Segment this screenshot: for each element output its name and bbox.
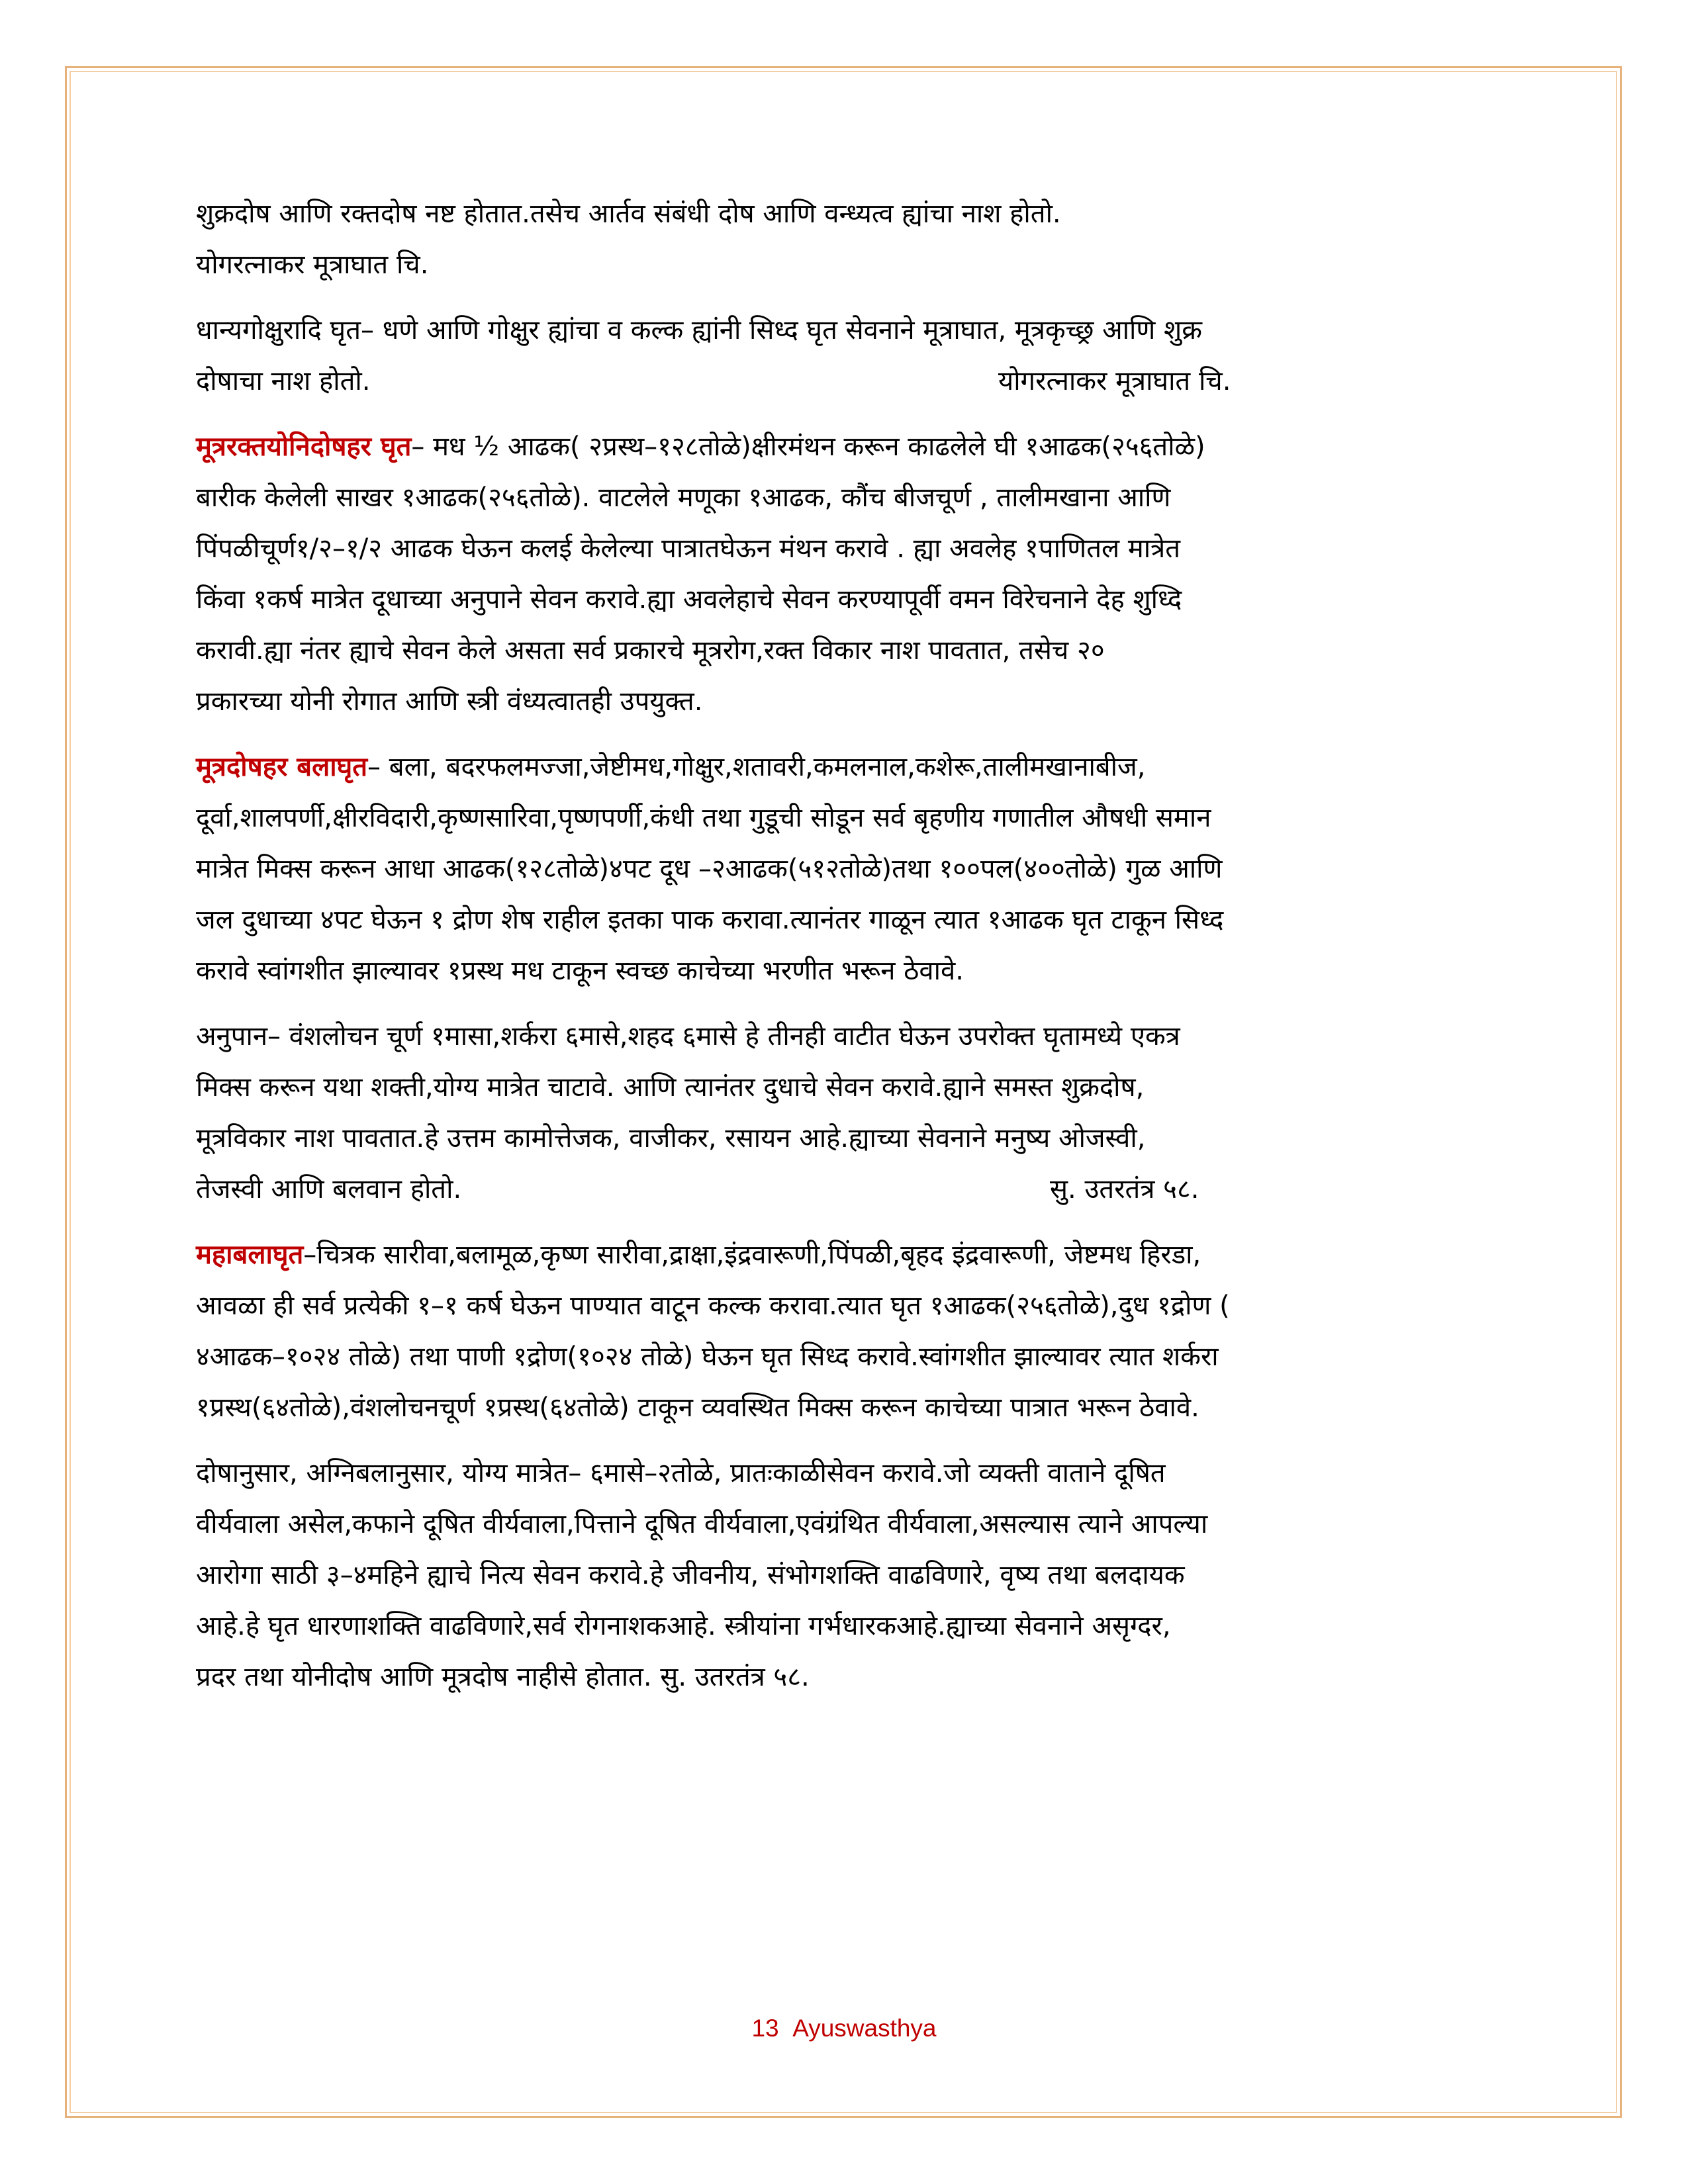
text-line: दोषानुसार, अग्निबलानुसार, योग्य मात्रेत– ६मासे–२तोळे, प्रातःकाळीसेवन करावे.जो व्यक्ती वाताने दूषित <box>196 1458 1166 1488</box>
text-line: प्रदर तथा योनीदोष आणि मूत्रदोष नाहीसे होतात. सु. उतरतंत्र ५८. <box>196 1662 810 1692</box>
text-line: धान्यगोक्षुरादि घृत– धणे आणि गोक्षुर ह्यांचा व कल्क ह्यांनी सिध्द घृत सेवनाने मूत्राघात, मूत्रकृच्छ्र आणि शुक्र <box>196 315 1202 345</box>
split-line <box>196 1164 1513 1215</box>
text-line: पिंपळीचूर्ण१/२–१/२ आढक घेऊन कलई केलेल्या पात्रातघेऊन मंथन करावे . ह्या अवलेह १पाणितल मात्रेत <box>196 533 1181 564</box>
text-line: करावे स्वांगशीत झाल्यावर १प्रस्थ मध टाकून स्वच्छ काचेच्या भरणीत भरून ठेवावे. <box>196 956 964 986</box>
reference-line: योगरत्नाकर मूत्राघात चि. <box>196 250 429 280</box>
footer-title: Ayuswasthya <box>792 2015 937 2042</box>
text-line: मूत्रविकार नाश पावतात.हे उत्तम कामोत्तेजक, वाजीकर, रसायन आहे.ह्याच्या सेवनाने मनुष्य ओजस्वी, <box>196 1123 1146 1154</box>
text-line <box>196 742 1513 793</box>
paragraph-mutradoshahar-balaghrut <box>196 742 1513 997</box>
text-line: आरोगा साठी ३–४महिने ह्याचे नित्य सेवन करावे.हे जीवनीय, संभोगशक्ति वाढविणारे, वृष्य तथा बलदायक <box>196 1560 1185 1590</box>
section-heading: महाबलाघृत <box>196 1240 304 1270</box>
text-line <box>196 422 1513 473</box>
page-number: 13 <box>751 2015 779 2042</box>
text-segment: तेजस्वी आणि बलवान होतो. <box>196 1174 462 1205</box>
section-heading: मूत्रदोषहर बलाघृत <box>196 752 368 782</box>
text-line: अनुपान– वंशलोचन चूर्ण १मासा,शर्करा ६मासे,शहद ६मासे हे तीनही वाटीत घेऊन उपरोक्त घृतामध्ये एकत्र <box>196 1021 1180 1052</box>
text-line: आवळा ही सर्व प्रत्येकी १–१ कर्ष घेऊन पाण्यात वाटून कल्क करावा.त्यात घृत १आढक(२५६तोळे),दुध १द्रोण ( <box>196 1291 1230 1321</box>
section-heading: मूत्ररक्तयोनिदोषहर घृत <box>196 432 412 462</box>
text-line: मिक्स करून यथा शक्ती,योग्य मात्रेत चाटावे. आणि त्यानंतर दुधाचे सेवन करावे.ह्याने समस्त शुक्रदोष, <box>196 1072 1145 1103</box>
reference-text: सु. उतरतंत्र ५८. <box>1050 1174 1199 1205</box>
paragraph-dhanyagokshuradi <box>196 305 1513 407</box>
text-line: बारीक केलेली साखर १आढक(२५६तोळे). वाटलेले मणूका १आढक, कौंच बीजचूर्ण , तालीमखाना आणि <box>196 482 1171 513</box>
paragraph-doshanusar <box>196 1448 1513 1703</box>
paragraph-shukradosh <box>196 189 1513 291</box>
text-line: करावी.ह्या नंतर ह्याचे सेवन केले असता सर्व प्रकारचे मूत्ररोग,रक्त विकार नाश पावतात, तसेच २० <box>196 635 1105 666</box>
text-line: वीर्यवाला असेल,कफाने दूषित वीर्यवाला,पित्ताने दूषित वीर्यवाला,एवंग्रंथित वीर्यवाला,असल्यास त्याने आपल्या <box>196 1509 1208 1539</box>
paragraph-mahabalaghrut <box>196 1230 1513 1433</box>
text-line: ४आढक–१०२४ तोळे) तथा पाणी १द्रोण(१०२४ तोळे) घेऊन घृत सिध्द करावे.स्वांगशीत झाल्यावर त्यात शर्करा <box>196 1342 1219 1372</box>
text-line: दूर्वा,शालपर्णी,क्षीरविदारी,कृष्णसारिवा,पृष्णपर्णी,कंधी तथा गुडूची सोडून सर्व बृहणीय गणातील औषधी समान <box>196 803 1211 833</box>
text-segment: दोषाचा नाश होतो. <box>196 366 371 396</box>
text-line: प्रकारच्या योनी रोगात आणि स्त्री वंध्यत्वातही उपयुक्त. <box>196 686 703 717</box>
text-segment: – बला, बदरफलमज्जा,जेष्टीमध,गोक्षुर,शतावरी,कमलनाल,कशेरू,तालीमखानाबीज, <box>367 752 1146 782</box>
reference-text: योगरत्नाकर मूत्राघात चि. <box>998 366 1231 396</box>
paragraph-mutraraktayonidoshahar <box>196 422 1513 727</box>
split-line <box>196 356 1513 407</box>
text-line: शुक्रदोष आणि रक्तदोष नष्ट होतात.तसेच आर्तव संबंधी दोष आणि वन्ध्यत्व ह्यांचा नाश होतो. <box>196 199 1061 229</box>
paragraph-anupan <box>196 1011 1513 1215</box>
text-line: आहे.हे घृत धारणाशक्ति वाढविणारे,सर्व रोगनाशकआहे. स्त्रीयांना गर्भधारकआहे.ह्याच्या सेवनाने असृग्दर, <box>196 1611 1171 1641</box>
page-footer <box>0 2015 1688 2042</box>
text-line: जल दुधाच्या ४पट घेऊन १ द्रोण शेष राहील इतका पाक करावा.त्यानंतर गाळून त्यात १आढक घृत टाकून सिध्द <box>196 905 1224 935</box>
text-segment: – मध ½ आढक( २प्रस्थ–१२८तोळे)क्षीरमंथन करून काढलेले घी १आढक(२५६तोळे) <box>411 432 1205 462</box>
text-line: किंवा १कर्ष मात्रेत दूधाच्या अनुपाने सेवन करावे.ह्या अवलेहाचे सेवन करण्यापूर्वी वमन विरेचनाने देह शुध्दि <box>196 584 1182 615</box>
text-segment: –चित्रक सारीवा,बलामूळ,कृष्ण सारीवा,द्राक्षा,इंद्रवारूणी,पिंपळी,बृहद इंद्रवारूणी, जेष्टमध हिरडा, <box>303 1240 1201 1270</box>
text-line: मात्रेत मिक्स करून आधा आढक(१२८तोळे)४पट दूध –२आढक(५१२तोळे)तथा १००पल(४००तोळे) गुळ आणि <box>196 854 1223 884</box>
text-line: १प्रस्थ(६४तोळे),वंशलोचनचूर्ण १प्रस्थ(६४तोळे) टाकून व्यवस्थित मिक्स करून काचेच्या पात्रात भरून ठेवावे. <box>196 1392 1199 1423</box>
text-line <box>196 1230 1513 1281</box>
document-body <box>196 189 1513 1717</box>
